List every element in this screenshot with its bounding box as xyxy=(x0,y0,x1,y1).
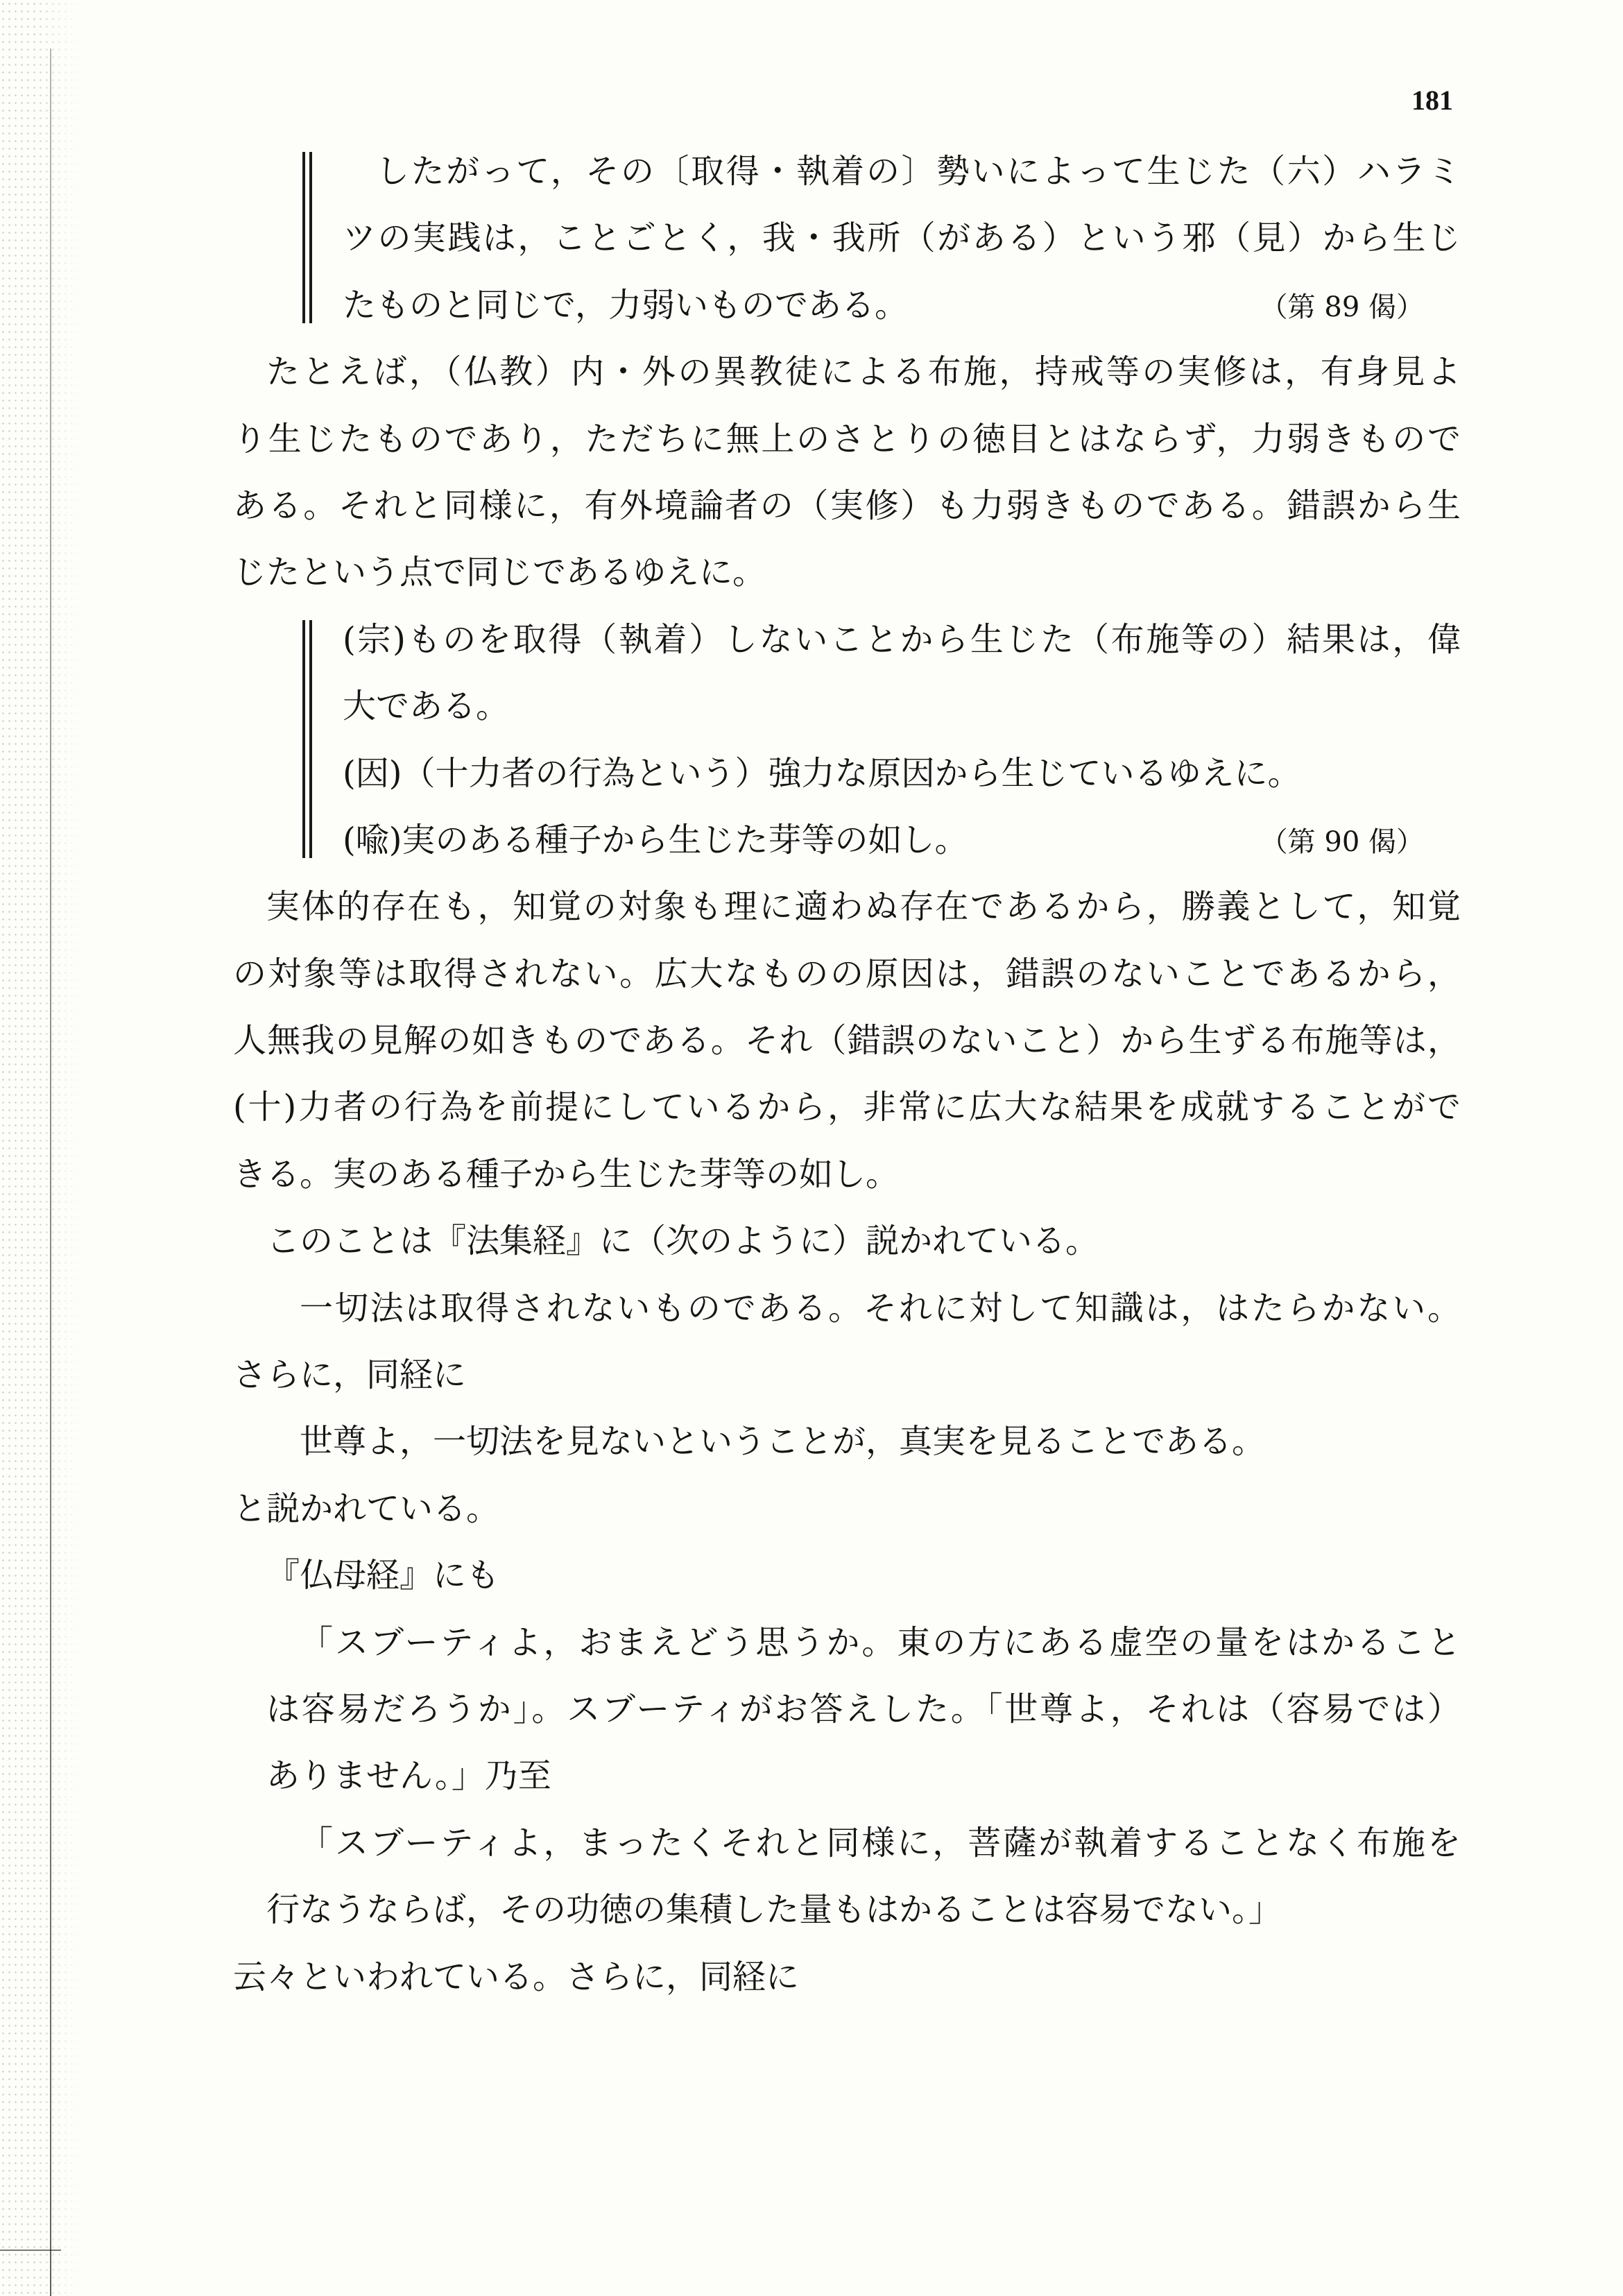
verse-line: 大である。 xyxy=(343,687,510,726)
commentary-line: じたという点で同じであるゆえに。 xyxy=(233,553,766,592)
citation-intro: このことは『法集経』に（次のように）説かれている。 xyxy=(266,1222,1099,1261)
verse-line: したがって，その〔取得・執着の〕勢いによって生じた（六）ハラミ xyxy=(376,152,1461,191)
scan-edge-artifact xyxy=(0,0,83,2296)
verse-90 xyxy=(302,606,1461,874)
verse-line: ツの実践は，ことごとく，我・我所（がある）という邪（見）から生じ xyxy=(343,219,1461,258)
verse-marker-bar xyxy=(302,620,312,859)
citation-bridge: さらに，同経に xyxy=(233,1355,467,1395)
citation-quote: 世尊よ，一切法を見ないということが，真実を見ることである。 xyxy=(300,1422,1266,1462)
verse-marker-bar xyxy=(302,152,312,323)
citation-quote-line: 行なうならば，その功徳の集積した量もはかることは容易でない。」 xyxy=(266,1890,1282,1930)
body-text xyxy=(233,138,1461,2010)
commentary-line: (十)力者の行為を前提にしているから，非常に広大な結果を成就することがで xyxy=(233,1088,1461,1127)
citation-bumokyo xyxy=(233,1542,1461,2010)
citation-quote-line: 「スブーティよ，おまえどう思うか。東の方にある虚空の量をはかること xyxy=(300,1622,1461,1662)
citation-intro: 『仏母経』にも xyxy=(266,1556,500,1595)
citation-hoshukyo xyxy=(233,1208,1461,1542)
verse-line xyxy=(343,807,1461,873)
commentary-89 xyxy=(233,339,1461,606)
commentary-line: り生じたものであり，ただちに無上のさとりの徳目とはならず，力弱きもので xyxy=(233,419,1461,459)
commentary-line: きる。実のある種子から生じた芽等の如し。 xyxy=(233,1154,900,1194)
verse-number-label: （第 90 偈） xyxy=(1260,825,1424,858)
verse-line: (宗)ものを取得（執着）しないことから生じた（布施等の）結果は，偉 xyxy=(343,619,1461,659)
commentary-line: ある。それと同様に，有外境論者の（実修）も力弱きものである。錯誤から生 xyxy=(233,486,1461,525)
verse-line-text: (喩)実のある種子から生じた芽等の如し。 xyxy=(343,820,968,859)
citation-quote: 一切法は取得されないものである。それに対して知識は，はたらかない。 xyxy=(300,1288,1461,1328)
citation-quote-line: ありません。」乃至 xyxy=(266,1756,551,1796)
commentary-line: 実体的存在も，知覚の対象も理に適わぬ存在であるから，勝義として，知覚 xyxy=(266,887,1461,927)
citation-closing: と説かれている。 xyxy=(233,1489,500,1528)
scan-margin-tick xyxy=(0,2250,61,2251)
scan-margin-line xyxy=(50,49,51,2296)
citation-quote-line: 「スブーティよ，まったくそれと同様に，菩薩が執着することなく布施を xyxy=(300,1823,1461,1862)
commentary-90 xyxy=(233,873,1461,1208)
verse-line: (因)（十力者の行為という）強力な原因から生じているゆえに。 xyxy=(343,753,1301,793)
citation-quote-line: は容易だろうか」。スブーティがお答えした。「世尊よ，それは（容易では） xyxy=(266,1689,1461,1729)
verse-line xyxy=(343,272,1461,339)
verse-number-label: （第 89 偈） xyxy=(1260,291,1424,323)
citation-closing: 云々といわれている。さらに，同経に xyxy=(233,1957,800,1996)
commentary-line: 人無我の見解の如きものである。それ（錯誤のないこと）から生ずる布施等は， xyxy=(233,1021,1461,1061)
commentary-line: の対象等は取得されない。広大なものの原因は，錯誤のないことであるから， xyxy=(233,954,1461,993)
page-number: 181 xyxy=(1411,85,1453,116)
verse-line-text: たものと同じで，力弱いものである。 xyxy=(343,285,909,325)
verse-89 xyxy=(302,138,1461,339)
commentary-line: たとえば，（仏教）内・外の異教徒による布施，持戒等の実修は，有身見よ xyxy=(266,352,1461,392)
